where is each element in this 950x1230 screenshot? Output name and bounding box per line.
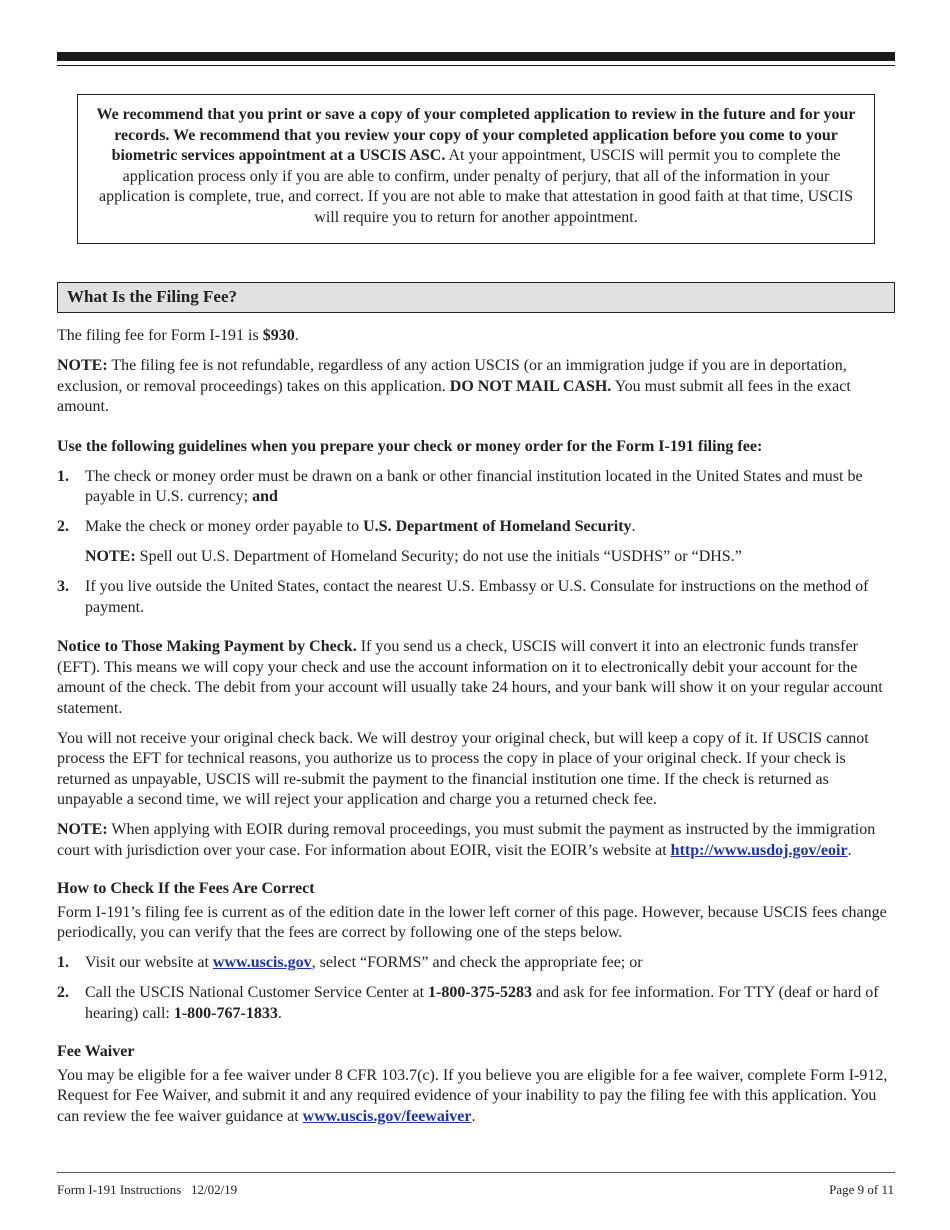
fee-waiver-link[interactable]: www.uscis.gov/feewaiver: [302, 1107, 472, 1125]
item-number: 1.: [57, 954, 69, 971]
uscis-website-link[interactable]: www.uscis.gov: [212, 954, 312, 971]
item-body: Visit our website at: [85, 954, 213, 971]
item-text: [85, 953, 895, 974]
fees-check-item-2: [57, 983, 895, 1024]
fees-check-intro: Form I-191’s filing fee is current as of the edition date in the lower left corner of this page. However, because USCIS fees change periodically, you can verify that the fees are correct by following one of the steps below.: [57, 903, 887, 941]
item-text: [85, 517, 895, 538]
item-number: 1.: [57, 467, 69, 485]
item-number: 2.: [57, 518, 69, 535]
item-number: 2.: [57, 984, 69, 1001]
payee-spelling-note: [57, 547, 895, 568]
header-rule-thin: [57, 65, 895, 66]
item-period: .: [631, 518, 636, 535]
fee-period: .: [294, 327, 299, 344]
fee-amount: $930: [262, 327, 295, 344]
item-bold: and: [252, 488, 278, 505]
item-body-mid: and ask for fee information. For TTY (deaf or hard of hearing) call:: [85, 984, 879, 1022]
notice-label: Notice to Those Making Payment by Check.: [57, 638, 357, 655]
guideline-item-3: [57, 577, 895, 618]
item-body: Call the USCIS National Customer Service Center at: [85, 984, 429, 1001]
fee-waiver-heading: Fee Waiver: [57, 1043, 135, 1060]
fee-waiver-period: .: [471, 1107, 476, 1125]
notice-text: If you send us a check, USCIS will convert it into an electronic funds transfer (EFT). This means we will copy your check and use the account information on it to electronically debit your account for the amount of the check. The debit from your account will usually take 24 hours, and your bank will show it on your regular account statement.: [57, 638, 883, 717]
item-text: If you live outside the United States, contact the nearest U.S. Embassy or U.S. Consulate for instructions on the method of payment.: [85, 578, 869, 616]
eoir-note: [57, 820, 895, 861]
header-rule-thick: [57, 52, 895, 61]
fee-waiver-text: You may be eligible for a fee waiver under 8 CFR 103.7(c). If you believe you are eligible for a fee waiver, complete Form I-912, Request for Fee Waiver, and submit it and any required evidence of your inability to pay the filing fee with this application. You can review the fee waiver guidance at: [57, 1066, 888, 1125]
main-content: [57, 326, 895, 1137]
item-body: The check or money order must be drawn on a bank or other financial institution located in the United States and must be payable in U.S. currency;: [85, 467, 863, 505]
payee-name: U.S. Department of Homeland Security: [363, 518, 632, 535]
guidelines-heading-text: Use the following guidelines when you prepare your check or money order for the Form I-191 filing fee:: [57, 437, 763, 455]
footer-form-edition: Form I-191 Instructions 12/02/19: [57, 1182, 238, 1197]
check-payment-notice: [57, 637, 895, 719]
note-text: Spell out U.S. Department of Homeland Security; do not use the initials “USDHS” or “DHS.”: [135, 548, 742, 565]
fee-text: The filing fee for Form I-191 is: [57, 327, 263, 344]
check-return-paragraph: You will not receive your original check back. We will destroy your original check, but will keep a copy of it. If USCIS cannot process the EFT for technical reasons, you authorize us to process the copy in place of your original check. If your check is returned as unpayable, USCIS will re-submit the payment to the financial institution one time. If the check is returned as unpayable a second time, we will reject your application and charge you a returned check fee.: [57, 729, 869, 808]
note-label: NOTE:: [57, 821, 108, 838]
item-text: [85, 983, 895, 1024]
item-text: [85, 467, 895, 508]
section-heading-filing-fee: What Is the Filing Fee?: [57, 282, 895, 313]
fees-check-heading: How to Check If the Fees Are Correct: [57, 880, 315, 897]
footer-page-number: Page 9 of 11: [829, 1182, 894, 1197]
non-refundable-note: [57, 356, 895, 418]
ncsc-phone-number: 1-800-375-5283: [428, 984, 533, 1001]
fee-waiver-paragraph: [57, 1066, 895, 1128]
note-label: NOTE:: [85, 548, 136, 565]
callout-bold-text: We recommend that you print or save a copy of your completed application to review in the future and for your records. We recommend that you review your copy of your completed application before you come to your biometric services appointment at a USCIS ASC.: [96, 106, 856, 164]
item-body: Make the check or money order payable to: [85, 518, 364, 535]
note-text: When applying with EOIR during removal proceedings, you must submit the payment as instructed by the immigration court with jurisdiction over your case. For information about EOIR, visit the EOIR’s website at: [57, 821, 876, 859]
item-period: .: [277, 1004, 282, 1022]
eoir-website-link[interactable]: http://www.usdoj.gov/eoir: [670, 841, 848, 859]
guideline-item-2: [57, 517, 895, 538]
tty-phone-number: 1-800-767-1833: [173, 1004, 278, 1022]
guidelines-heading: [57, 437, 895, 458]
guideline-item-1: [57, 467, 895, 508]
note-label: NOTE:: [57, 357, 108, 374]
note-text: The filing fee is not refundable, regardless of any action USCIS (or an immigration judge if you are in deportation, exclusion, or removal proceedings) takes on this application.: [57, 357, 847, 395]
note-text-end: You must submit all fees in the exact amount.: [57, 377, 851, 415]
recommendation-callout-box: [77, 94, 875, 244]
item-body-end: , select “FORMS” and check the appropriate fee; or: [311, 954, 643, 971]
filing-fee-paragraph: [57, 326, 895, 347]
no-cash-warning: DO NOT MAIL CASH.: [449, 377, 612, 395]
item-number: 3.: [57, 578, 69, 595]
callout-text: At your appointment, USCIS will permit you to complete the application process only if you are able to confirm, under penalty of perjury, that all of the information in your application is complete, true, and correct. If you are not able to make that attestation in good faith at that time, USCIS will require you to return for another appointment.: [99, 147, 853, 226]
fees-check-item-1: [57, 953, 895, 974]
footer-rule: [57, 1172, 895, 1173]
note-period: .: [847, 841, 852, 859]
